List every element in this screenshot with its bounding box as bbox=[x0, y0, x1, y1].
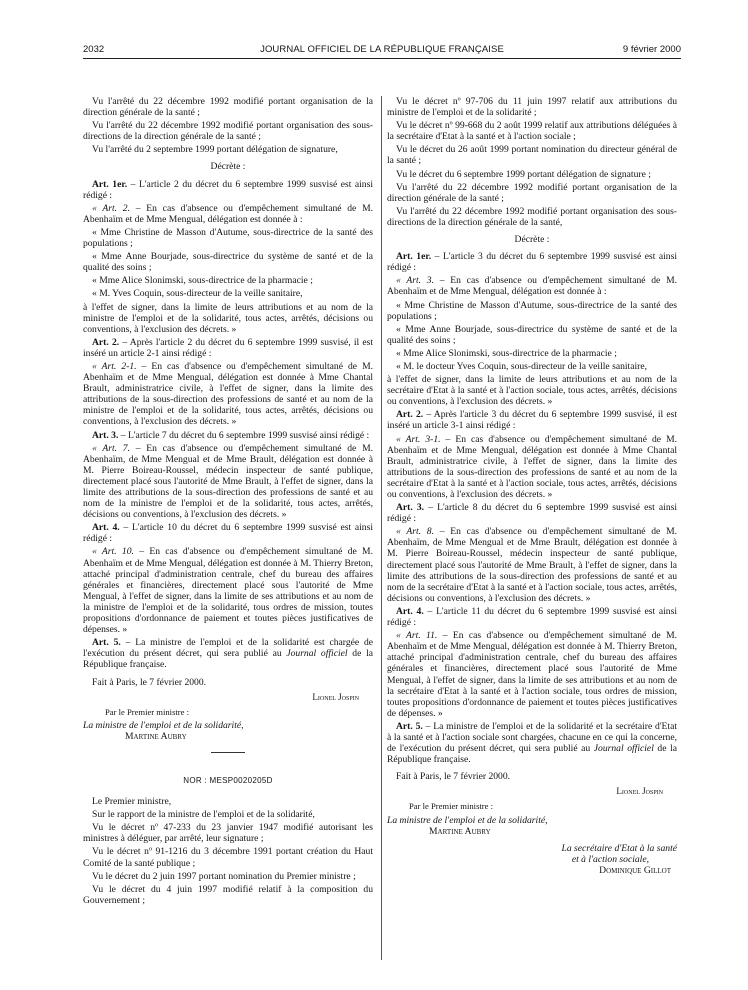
decree-intro-line: Sur le rapport de la ministre de l'emploi et de la solidarité, bbox=[92, 809, 315, 821]
article-2 bbox=[83, 337, 373, 359]
fait-a-paris: Fait à Paris, le 7 février 2000. bbox=[92, 676, 207, 688]
delegate-item: « Mme Alice Slonimski, sous-directrice de la pharmacie ; bbox=[92, 275, 313, 287]
fait-a-paris: Fait à Paris, le 7 février 2000. bbox=[396, 771, 511, 783]
delegate-item: « Mme Anne Bourjade, sous-directrice du système de santé et de la qualité des soins ; bbox=[83, 251, 373, 274]
issue-date: 9 février 2000 bbox=[622, 44, 681, 55]
delegate-item: « M. le docteur Yves Coquin, sous-directeur de la veille sanitaire, bbox=[396, 360, 647, 372]
delegate-item: « M. Yves Coquin, sous-directeur de la veille sanitaire, bbox=[92, 288, 303, 300]
visa: Vu l'arrêté du 22 décembre 1992 modifié portant organisation des sous-directions de la direction générale de la santé, bbox=[387, 205, 677, 228]
quoted-end: à l'effet de signer, dans la limite de leurs attributions et au nom de la ministre de l'emploi et de la solidarité, tous actes, arrêtés, décisions ou conventions, à l'exclusion des décrets. » bbox=[83, 301, 373, 335]
article-text: – L'article 10 du décret du 6 septembre 1999 susvisé est ainsi rédigé : bbox=[83, 522, 374, 545]
quoted-label: « Art. 3-1. bbox=[396, 433, 441, 445]
quoted-article bbox=[387, 275, 677, 297]
visa: Vu l'arrêté du 2 septembre 1999 portant délégation de signature, bbox=[92, 144, 338, 156]
decrete-heading: Décrète : bbox=[514, 234, 550, 246]
decree-intro-line: Vu le décret nº 47-233 du 23 janvier 1947 modifié autorisant les ministres à déléguer, par arrêté, leur signature ; bbox=[83, 822, 373, 845]
article-label: Art. 4. bbox=[396, 605, 424, 617]
journal-name: Journal officiel bbox=[593, 743, 654, 755]
article-label: Art. 1er. bbox=[396, 251, 432, 263]
quoted-label: « Art. 10. bbox=[92, 546, 134, 558]
article-label: Art. 5. bbox=[396, 720, 423, 732]
secretary-title: et à l'action sociale, bbox=[571, 853, 649, 865]
article-label: Art. 4. bbox=[92, 522, 120, 534]
decree-intro-line: Vu le décret nº 91-1216 du 3 décembre 1991 portant création du Haut Comité de la santé publique ; bbox=[83, 846, 373, 869]
article-3 bbox=[83, 430, 373, 441]
article-text: – La ministre de l'emploi et de la solidarité est chargée de l'exécution du présent décret, qui sera publié au bbox=[83, 637, 373, 660]
quoted-text: – En cas d'absence ou d'empêchement simultané de M. Abenhaïm et de Mme Mengual, délégation est donnée à Mme Chantal Brault, administratrice civile, à l'effet de signer, dans la limite des attributions de la sous-direction des professions de santé et au nom de la secrétaire d'Etat à la santé et à l'action sociale, tous actes, arrêtés, décisions ou conventions, à l'exclusion des décrets. » bbox=[387, 433, 677, 500]
par-premier-ministre: Par le Premier ministre : bbox=[105, 706, 190, 717]
delegate-item: « Mme Christine de Masson d'Autume, sous-directrice de la santé des populations ; bbox=[83, 226, 373, 250]
quoted-article bbox=[387, 630, 677, 719]
article-5 bbox=[387, 721, 677, 765]
visa: Vu le décret du 26 août 1999 portant nomination du directeur général de la santé ; bbox=[387, 144, 677, 167]
quoted-text: – En cas d'absence ou d'empêchement simultané de M. Abenhaïm, de Mme Mengual et de Mme Brault, délégation est donnée à M. Pierre Boireau-Roussel, médecin inspecteur de santé publique, directement placé sous l'autorité de Mme Brault, à l'effet de signer, dans la limite des attributions de la sous-direction des professions de santé et au nom de la ministre de l'emploi et de la solidarité, tous actes, arrêtés, décisions ou conventions, à l'exclusion des décrets. » bbox=[83, 442, 373, 521]
quoted-article bbox=[83, 546, 373, 635]
quoted-label: « Art. 2. bbox=[92, 202, 130, 214]
quoted-text: – En cas d'absence ou d'empêchement simultané de M. Abenhaïm et de Mme Mengual, délégation est donnée à Mme Chantal Brault, administratrice civile, à l'effet de signer, dans la limite des attributions de la sous-direction des professions de santé et au nom de la ministre de l'emploi et de la solidarité, tous actes, arrêtés, décisions ou conventions, à l'exclusion des décrets. » bbox=[83, 360, 373, 428]
quoted-label: « Art. 11. bbox=[396, 630, 438, 642]
minister-title: La ministre de l'emploi et de la solidarité, bbox=[387, 814, 548, 826]
minister-name: Martine Aubry bbox=[125, 730, 187, 742]
quoted-text: – En cas d'absence ou d'empêchement simultané de M. Abenhaïm et de Mme Mengual, délégation est donnée à : bbox=[387, 275, 677, 298]
left-column bbox=[83, 96, 373, 908]
visa: Vu l'arrêté du 22 décembre 1992 modifié portant organisation des sous-directions de la direction générale de la santé ; bbox=[83, 120, 373, 143]
quoted-label: « Art. 3. bbox=[396, 275, 434, 287]
quoted-label: « Art. 2-1. bbox=[92, 360, 137, 372]
visa: Vu le décret du 6 septembre 1999 portant délégation de signature ; bbox=[396, 168, 651, 180]
delegate-item: « Mme Christine de Masson d'Autume, sous-directrice de la santé des populations ; bbox=[387, 299, 677, 322]
article-text: – L'article 7 du décret du 6 septembre 1999 susvisé ainsi rédigé : bbox=[118, 429, 370, 441]
quoted-end: à l'effet de signer, dans la limite de leurs attributions et au nom de la secrétaire d'Etat à la santé et à l'action sociale, tous actes, arrêtés, décisions ou conventions, à l'exclusion des décrets. » bbox=[387, 374, 677, 408]
decree-intro-line: Vu le décret du 2 juin 1997 portant nomination du Premier ministre ; bbox=[92, 870, 356, 882]
article-label: Art. 2. bbox=[92, 336, 120, 348]
article-2 bbox=[387, 409, 677, 431]
header-rule bbox=[83, 58, 681, 59]
column-divider bbox=[381, 96, 382, 960]
article-3 bbox=[387, 502, 677, 524]
article-text: – L'article 3 du décret du 6 septembre 1999 susvisé est ainsi rédigé : bbox=[387, 251, 678, 274]
article-text: – L'article 2 du décret du 6 septembre 1999 susvisé est ainsi rédigé : bbox=[83, 178, 374, 201]
signatory-name: Lionel Jospin bbox=[312, 691, 359, 702]
quoted-article bbox=[83, 361, 373, 428]
journal-name: Journal officiel bbox=[286, 648, 348, 660]
quoted-article bbox=[83, 203, 373, 225]
article-text: – Après l'article 3 du décret du 6 septembre 1999 susvisé, il est inséré un article 3-1 ainsi rédigé : bbox=[387, 409, 678, 432]
quoted-text: – En cas d'absence ou d'empêchement simultané de M. Abenhaïm et de Mme Mengual, délégation est donnée à : bbox=[83, 202, 373, 225]
quoted-text: – En cas d'absence ou d'empêchement simultané de M. Abenhaïm et de Mme Mengual, délégation est donnée à M. Thierry Breton, attaché principal d'administration centrale, chef du bureau des affaires générales et financières, directement placé sous l'autorité de Mme Mengual, à l'effet de signer, dans la limite de ses attributions et au nom de la secrétaire d'Etat à la santé et à l'action sociale, tous ordres de mission, toutes propositions d'ordonnance de paiement et toutes pièces justificatives de dépenses. » bbox=[387, 630, 678, 719]
visa: Vu le décret nº 99-668 du 2 août 1999 relatif aux attributions déléguées à la secrétaire d'Etat à la santé et à l'action sociale ; bbox=[387, 120, 677, 143]
par-premier-ministre: Par le Premier ministre : bbox=[409, 801, 494, 812]
journal-title: JOURNAL OFFICIEL DE LA RÉPUBLIQUE FRANÇAISE bbox=[260, 44, 504, 55]
article-1 bbox=[83, 179, 373, 201]
secretary-name: Dominique Gillot bbox=[599, 864, 671, 876]
article-1 bbox=[387, 251, 677, 273]
quoted-article bbox=[387, 526, 677, 604]
quoted-article bbox=[83, 443, 373, 521]
visa: Vu le décret nº 97-706 du 11 juin 1997 relatif aux attributions du ministre de l'emploi et de la solidarité ; bbox=[387, 96, 677, 119]
page-number: 2032 bbox=[83, 44, 105, 55]
article-label: Art. 3. bbox=[396, 502, 425, 514]
article-label: Art. 3. bbox=[92, 429, 119, 441]
quoted-label: « Art. 7. bbox=[92, 442, 130, 454]
delegate-item: « Mme Anne Bourjade, sous-directrice du système de santé et de la qualité des soins ; bbox=[387, 323, 677, 346]
visa: Vu l'arrêté du 22 décembre 1992 modifié portant organisation de la direction générale de la santé ; bbox=[83, 96, 373, 119]
decree-intro-line: Vu le décret du 4 juin 1997 modifié relatif à la composition du Gouvernement ; bbox=[83, 883, 373, 906]
signatory-name: Lionel Jospin bbox=[616, 786, 663, 797]
article-text: de la République française. bbox=[387, 743, 677, 766]
article-text: – La ministre de l'emploi et de la solidarité et la secrétaire d'Etat à la santé et à l'action sociale sont chargées, chacune en ce qui la concerne, de l'exécution du présent décret, qui sera publié au bbox=[387, 720, 677, 755]
visa: Vu l'arrêté du 22 décembre 1992 modifié portant organisation de la direction générale de la santé ; bbox=[387, 181, 677, 204]
quoted-text: – En cas d'absence ou d'empêchement simultané de M. Abenhaïm et de Mme Mengual, délégation est donnée à M. Thierry Breton, attaché principal d'administration centrale, chef du bureau des affaires générales et financières, directement placé sous l'autorité de Mme Mengual, à l'effet de signer, dans la limite de ses attributions et au nom de la ministre de l'emploi et de la solidarité, tous ordres de mission, toutes propositions d'ordonnance de paiement et toutes pièces justificatives de dépenses. » bbox=[83, 546, 373, 636]
article-text: – Après l'article 2 du décret du 6 septembre 1999 susvisé, il est inséré un article 2-1 ainsi rédigé : bbox=[83, 336, 374, 359]
article-text: – L'article 8 du décret du 6 septembre 1999 susvisé est ainsi rédigé : bbox=[387, 502, 678, 525]
article-5 bbox=[83, 637, 373, 670]
article-text: de la République française. bbox=[83, 648, 373, 671]
minister-name: Martine Aubry bbox=[429, 825, 491, 837]
article-4 bbox=[83, 522, 373, 544]
nor-reference: NOR : MESP0020205D bbox=[183, 775, 273, 785]
article-label: Art. 1er. bbox=[92, 178, 128, 190]
quoted-label: « Art. 8. bbox=[396, 526, 434, 538]
minister-title: La ministre de l'emploi et de la solidarité, bbox=[83, 719, 244, 731]
article-4 bbox=[387, 606, 677, 628]
quoted-article bbox=[387, 434, 677, 501]
decree-intro-line: Le Premier ministre, bbox=[92, 796, 172, 808]
secretary-title: La secrétaire d'Etat à la santé bbox=[561, 842, 677, 854]
delegate-item: « Mme Alice Slonimski, sous-directrice de la pharmacie ; bbox=[396, 347, 617, 359]
right-column bbox=[387, 96, 677, 876]
decrete-heading: Décrète : bbox=[210, 161, 246, 173]
article-text: – L'article 11 du décret du 6 septembre 1999 susvisé est ainsi rédigé : bbox=[387, 605, 677, 629]
quoted-text: – En cas d'absence ou d'empêchement simultané de M. Abenhaïm, de Mme Mengual et de Mme Brault, délégation est donnée à M. Pierre Boireau-Roussel, médecin inspecteur de santé publique, directement placé sous l'autorité de Mme Brault, à l'effet de signer, dans la limite des attributions de la sous-direction des professions de santé et au nom de la secrétaire d'Etat à la santé et à l'action sociale, tous actes, arrêtés, décisions ou conventions, à l'exclusion des décrets. » bbox=[387, 526, 677, 604]
section-separator bbox=[211, 752, 245, 753]
article-label: Art. 2. bbox=[396, 409, 424, 421]
article-label: Art. 5. bbox=[92, 637, 121, 649]
